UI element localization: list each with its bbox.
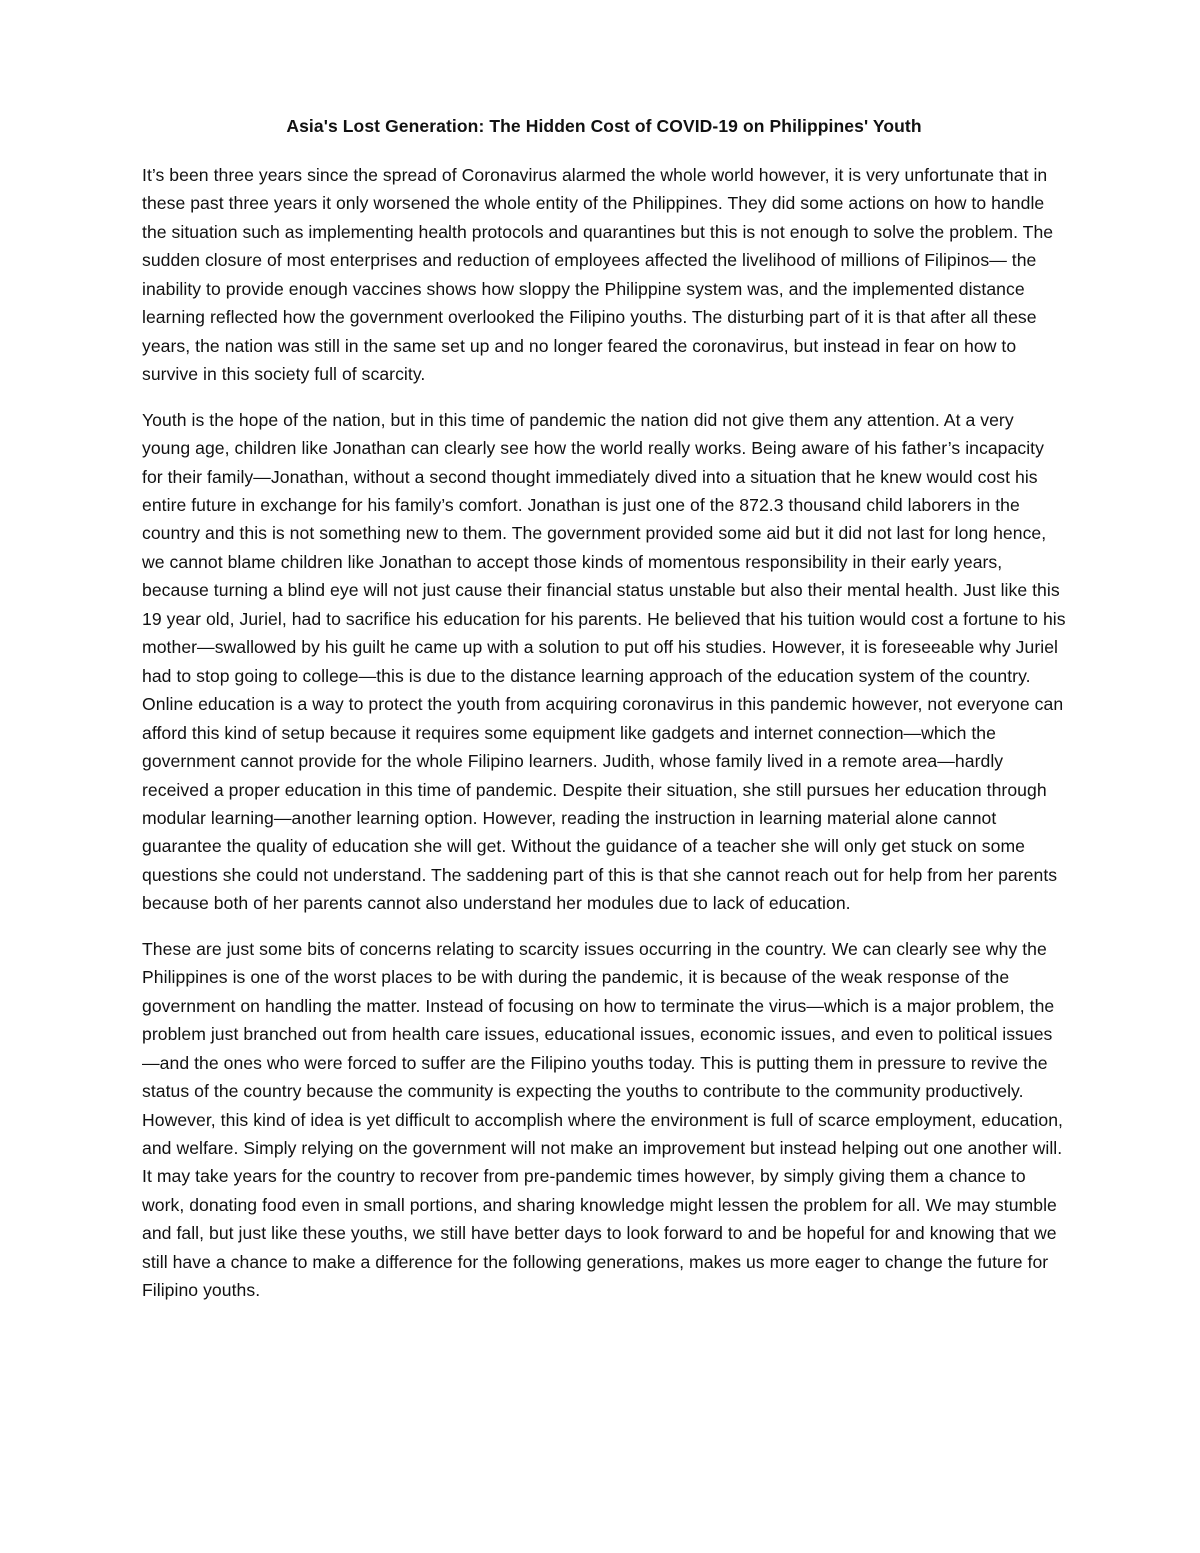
paragraph-2: Youth is the hope of the nation, but in this time of pandemic the nation did not give them any attention. At a very young age, children like Jonathan can clearly see how the world really works. Being aware of his father’s incapacity for their family—Jonathan, without a second thought immediately dived into a situation that he knew would cost his entire future in exchange for his family’s comfort. Jonathan is just one of the 872.3 thousand child laborers in the country and this is not something new to them. The government provided some aid but it did not last for long hence, we cannot blame children like Jonathan to accept those kinds of momentous responsibility in their early years, because turning a blind eye will not just cause their financial status unstable but also their mental health. Just like this 19 year old, Juriel, had to sacrifice his education for his parents. He believed that his tuition would cost a fortune to his mother—swallowed by his guilt he came up with a solution to put off his studies. However, it is foreseeable why Juriel had to stop going to college—this is due to the distance learning approach of the education system of the country. Online education is a way to protect the youth from acquiring coronavirus in this pandemic however, not everyone can afford this kind of setup because it requires some equipment like gadgets and internet connection—which the government cannot provide for the whole Filipino learners. Judith, whose family lived in a remote area—hardly received a proper education in this time of pandemic. Despite their situation, she still pursues her education through modular learning—another learning option. However, reading the instruction in learning material alone cannot guarantee the quality of education she will get. Without the guidance of a teacher she will only get stuck on some questions she could not understand. The saddening part of this is that she cannot reach out for help from her parents because both of her parents cannot also understand her modules due to lack of education.: [142, 409, 1066, 914]
paragraph-1: It’s been three years since the spread of Coronavirus alarmed the whole world however, it is very unfortunate that in these past three years it only worsened the whole entity of the Philippines. They did some actions on how to handle the situation such as implementing health protocols and quarantines but this is not enough to solve the problem. The sudden closure of most enterprises and reduction of employees affected the livelihood of millions of Filipinos— the inability to provide enough vaccines shows how sloppy the Philippine system was, and the implemented distance learning reflected how the government overlooked the Filipino youths. The disturbing part of it is that after all these years, the nation was still in the same set up and no longer feared the coronavirus, but instead in fear on how to survive in this society full of scarcity.: [142, 165, 1054, 385]
document-body: [142, 112, 1066, 1322]
document-title: Asia's Lost Generation: The Hidden Cost of COVID-19 on Philippines' Youth: [286, 116, 922, 136]
paragraph-3: These are just some bits of concerns relating to scarcity issues occurring in the country. We can clearly see why the Philippines is one of the worst places to be with during the pandemic, it is because of the weak response of the government on handling the matter. Instead of focusing on how to terminate the virus—which is a major problem, the problem just branched out from health care issues, educational issues, economic issues, and even to political issues—and the ones who were forced to suffer are the Filipino youths today. This is putting them in pressure to revive the status of the country because the community is expecting the youths to contribute to the community productively. However, this kind of idea is yet difficult to accomplish where the environment is full of scarce employment, education, and welfare. Simply relying on the government will not make an improvement but instead helping out one another will. It may take years for the country to recover from pre-pandemic times however, by simply giving them a chance to work, donating food even in small portions, and sharing knowledge might lessen the problem for all. We may stumble and fall, but just like these youths, we still have better days to look forward to and be hopeful for and knowing that we still have a chance to make a difference for the following generations, makes us more eager to change the future for Filipino youths.: [142, 938, 1063, 1301]
